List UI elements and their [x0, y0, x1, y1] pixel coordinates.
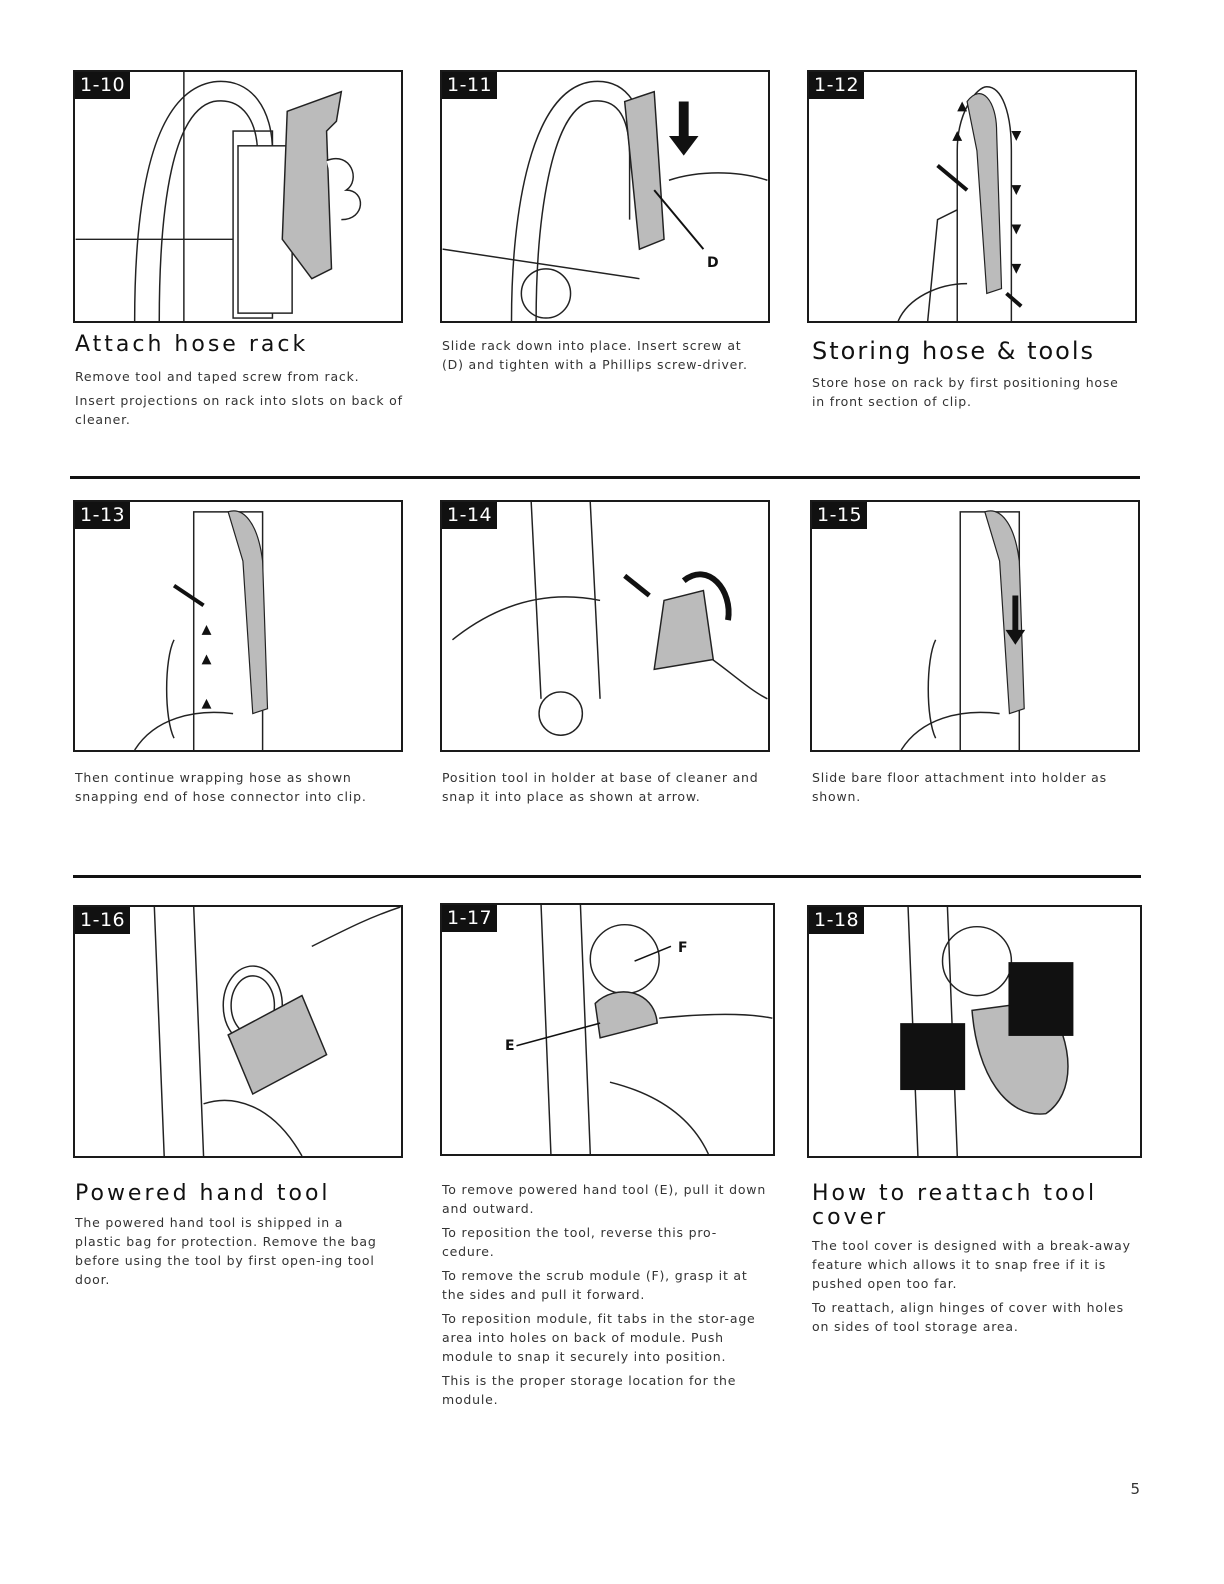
text-storing-hose — [812, 373, 1127, 416]
paragraph: Remove tool and taped screw from rack. — [75, 369, 360, 384]
figure-label: 1-18 — [809, 907, 864, 934]
paragraph: To reposition module, fit tabs in the stor-age area into holes on back of module. Push module to snap it securely into position. — [442, 1311, 756, 1364]
paragraph: Then continue wrapping hose as shown snapping end of hose connector into clip. — [75, 770, 367, 804]
paragraph: To reposition the tool, reverse this pro-cedure. — [442, 1225, 718, 1259]
text-continue-wrapping — [75, 768, 400, 811]
heading-attach-hose-rack: Attach hose rack — [75, 332, 309, 357]
paragraph: The tool cover is designed with a break-away feature which allows it to snap free if it is pushed open too far. — [812, 1238, 1131, 1291]
figure-label: 1-15 — [812, 502, 867, 529]
text-remove-tool — [442, 1180, 767, 1414]
tool-holder-illustration — [442, 502, 768, 750]
figure-label: 1-11 — [442, 72, 497, 99]
callout-f: F — [678, 940, 688, 956]
figure-1-11 — [440, 70, 770, 323]
heading-storing-hose: Storing hose & tools — [812, 337, 1096, 365]
figure-label: 1-13 — [75, 502, 130, 529]
rack-install-illustration — [442, 72, 768, 321]
paragraph: This is the proper storage location for the module. — [442, 1373, 737, 1407]
figure-1-16 — [73, 905, 403, 1158]
figure-1-14 — [440, 500, 770, 752]
figure-1-17 — [440, 903, 775, 1156]
scrub-module-illustration — [442, 905, 773, 1154]
figure-label: 1-16 — [75, 907, 130, 934]
figure-1-12 — [807, 70, 1137, 323]
figure-label: 1-10 — [75, 72, 130, 99]
section-divider — [70, 476, 1140, 479]
callout-d: D — [707, 255, 719, 271]
text-slide-rack — [442, 336, 767, 379]
paragraph: To remove the scrub module (F), grasp it at the sides and pull it forward. — [442, 1268, 748, 1302]
heading-reattach-tool-cover: How to reattach tool cover — [812, 1181, 1098, 1230]
hose-rack-illustration — [75, 72, 401, 321]
figure-label: 1-17 — [442, 905, 497, 932]
powered-hand-tool-illustration — [75, 907, 401, 1156]
paragraph: Slide bare floor attachment into holder as shown. — [812, 770, 1107, 804]
paragraph: To reattach, align hinges of cover with holes on sides of tool storage area. — [812, 1300, 1124, 1334]
text-attach-hose-rack — [75, 367, 405, 434]
paragraph: Position tool in holder at base of cleaner and snap it into place as shown at arrow. — [442, 770, 759, 804]
paragraph: Slide rack down into place. Insert screw at (D) and tighten with a Phillips screw-driver. — [442, 338, 748, 372]
figure-label: 1-12 — [809, 72, 864, 99]
text-reattach-tool-cover — [812, 1236, 1137, 1341]
figure-1-10 — [73, 70, 403, 323]
section-divider — [73, 875, 1141, 878]
paragraph: To remove powered hand tool (E), pull it down and outward. — [442, 1182, 767, 1216]
wrap-hose-illustration — [75, 502, 401, 750]
bare-floor-attachment-illustration — [812, 502, 1138, 750]
page-number: 5 — [1130, 1480, 1140, 1498]
storing-hose-illustration — [809, 72, 1135, 321]
figure-label: 1-14 — [442, 502, 497, 529]
figure-1-18 — [807, 905, 1142, 1158]
text-slide-bare-floor — [812, 768, 1132, 811]
tool-cover-illustration — [809, 907, 1140, 1156]
paragraph: The powered hand tool is shipped in a plastic bag for protection. Remove the bag before using the tool by first open-ing tool door. — [75, 1215, 377, 1287]
text-position-tool — [442, 768, 767, 811]
figure-1-15 — [810, 500, 1140, 752]
paragraph: Insert projections on rack into slots on back of cleaner. — [75, 393, 403, 427]
figure-1-13 — [73, 500, 403, 752]
paragraph: Store hose on rack by first positioning hose in front section of clip. — [812, 375, 1119, 409]
text-powered-hand-tool — [75, 1213, 390, 1294]
callout-e: E — [505, 1038, 515, 1054]
heading-powered-hand-tool: Powered hand tool — [75, 1181, 331, 1206]
